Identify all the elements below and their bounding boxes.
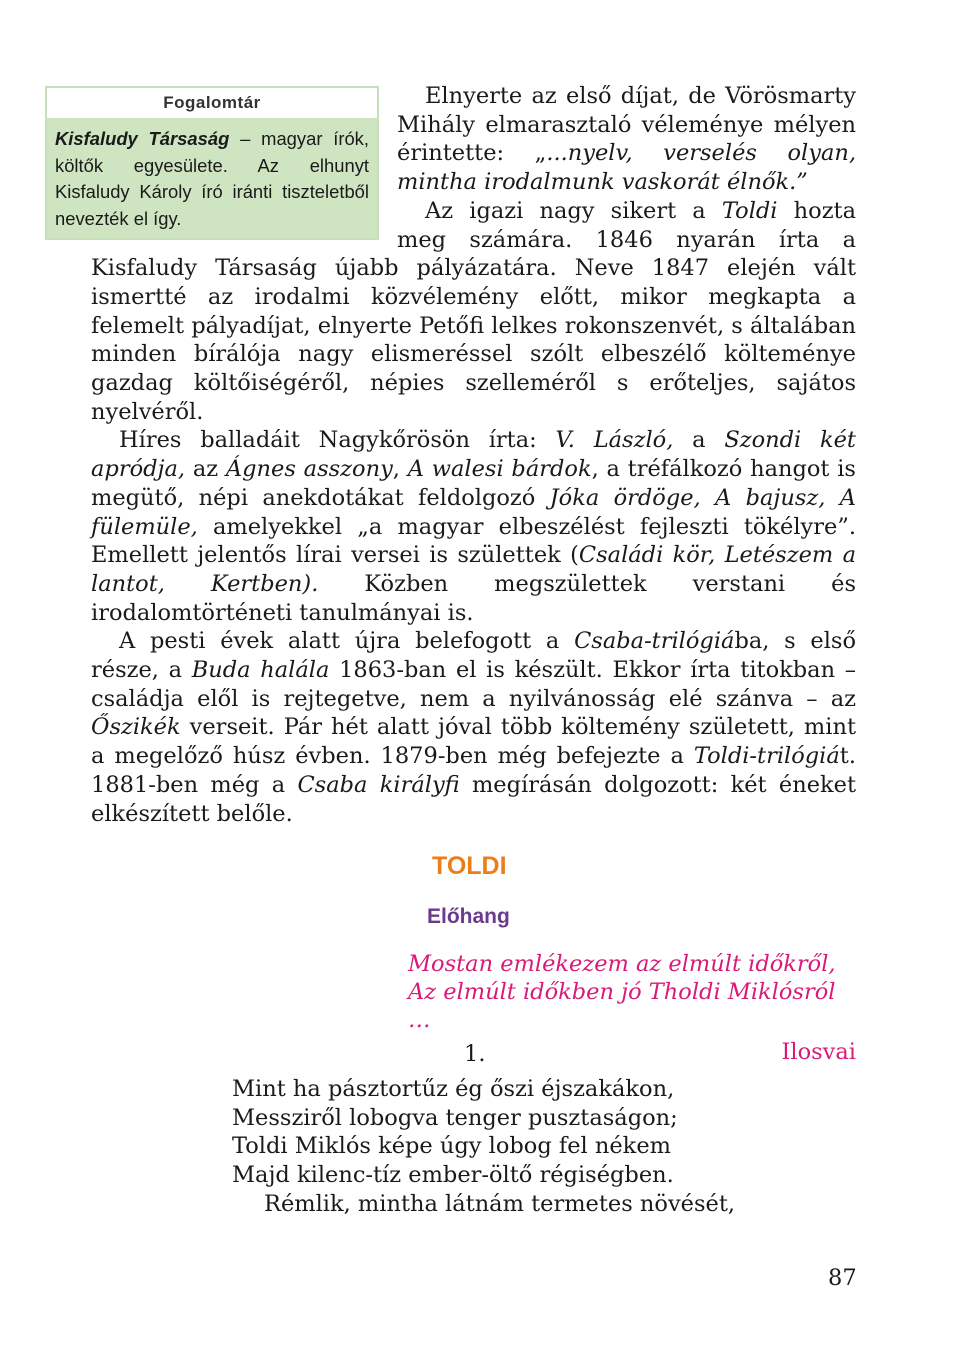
text-run: , a tréfálkozó hangot is megütő, népi anekdotákat feldolgozó <box>91 456 856 511</box>
italic-text: Toldi-trilógiá <box>693 743 840 770</box>
italic-text: Ágnes asszony <box>225 456 393 483</box>
poem <box>232 1075 852 1219</box>
italic-text: Toldi <box>721 197 778 224</box>
text-run: Az igazi nagy sikert a <box>425 197 722 224</box>
motto-author: Ilosvai <box>781 1039 856 1065</box>
stanza-number: 1. <box>464 1041 486 1067</box>
motto-line: Mostan emlékezem az elmúlt időkről, <box>408 951 836 977</box>
poem-verse: Rémlik, mintha látnám termetes növését, <box>264 1190 736 1217</box>
section-title: TOLDI <box>432 852 507 880</box>
italic-text: Őszikék <box>91 714 181 741</box>
italic-text: A walesi bárdok <box>407 456 592 483</box>
body-text <box>91 82 856 828</box>
subsection-title: Előhang <box>427 905 510 928</box>
paragraph-3 <box>91 426 856 627</box>
motto-line: Az elmúlt időkben jó Tholdi Miklósról … <box>408 979 836 1033</box>
text-run: Híres balladáit Nagykőrösön írta: <box>119 427 556 454</box>
text-run: verseit. Pár hét alatt jóval több költemény született, mint a megelőző húsz évben. 1879-ben még befejezte a <box>91 714 856 770</box>
poem-verse: Toldi Miklós képe úgy lobog fel nékem <box>232 1133 671 1160</box>
paragraph-4 <box>91 627 856 828</box>
text-run: hozta meg számára. 1846 nyarán írta a Kisfaludy Társaság újabb pályázatára. Neve 1847 elején vált ismertté az irodalmi közvélemény előtt, mikor megkapta a felemelt pályadíjat, elnyerte Petőfi lelkes rokonszenvét, s általában minden bírálója nagy elismeréssel szólt elbeszélő költeménye gazdag költőiségéről, népies szelleméről s erőteljes, sajátos nyelvéről. <box>91 197 857 425</box>
italic-text: Jóka ördöge, A bajusz, A fülemüle, <box>91 484 856 540</box>
text-run: Közben megszülettek verstani és irodalomtörténeti tanulmányai is. <box>91 570 856 626</box>
text-run: a <box>673 427 725 454</box>
poem-verse: Majd kilenc-tíz ember-öltő régiségben. <box>232 1162 674 1189</box>
text-run: A pesti évek alatt újra belefogott a <box>119 628 575 655</box>
text-run: , <box>392 456 408 483</box>
page-number: 87 <box>828 1265 857 1291</box>
poem-verse: Messziről lobogva tenger pusztaságon; <box>232 1104 678 1131</box>
paragraph-2 <box>91 197 856 427</box>
text-run: t. 1881-ben még a <box>91 743 856 798</box>
poem-verse: Mint ha pásztortűz ég őszi éjszakákon, <box>232 1076 675 1102</box>
text-run: megírásán dolgozott: két éneket elkészített belőle. <box>91 771 857 827</box>
text-run: 1863-ban el is készült. Ekkor írta titokban – családja elől is rejtegetve, nem a nyilvánosság elé szánva – az <box>91 657 856 712</box>
italic-text: Családi kör, Letészem a lantot, Kertben). <box>91 542 856 597</box>
italic-text: Csaba királyfi <box>297 771 460 798</box>
italic-text: V. László, <box>555 427 674 454</box>
glossary-term: Kisfaludy Társaság <box>55 128 230 149</box>
italic-text: ...nyelv, verselés olyan, mintha irodalmunk vaskorát élnők.” <box>397 140 856 196</box>
glossary-title: Fogalomtár <box>47 88 377 118</box>
glossary-definition-text: – magyar írók, költők egyesülete. Az elhunyt Kisfaludy Károly író iránti tiszteletből nevezték el így. <box>55 128 369 229</box>
text-run: az <box>185 456 226 483</box>
text-run: ba, s első része, a <box>91 628 856 684</box>
italic-text: Szondi két apródja, <box>91 427 856 483</box>
text-run: amelyekkel „a magyar elbeszélést fejleszti tökélyre”. Emellett jelentős lírai versei is születtek ( <box>91 513 856 569</box>
italic-text: Csaba-trilógiá <box>574 628 735 655</box>
text-run: Elnyerte az első díjat, de Vörösmarty Mihály elmarasztaló véleménye mélyen érintette: „ <box>397 83 856 167</box>
glossary-spacer <box>91 82 397 230</box>
italic-text: Buda halála <box>191 657 330 684</box>
